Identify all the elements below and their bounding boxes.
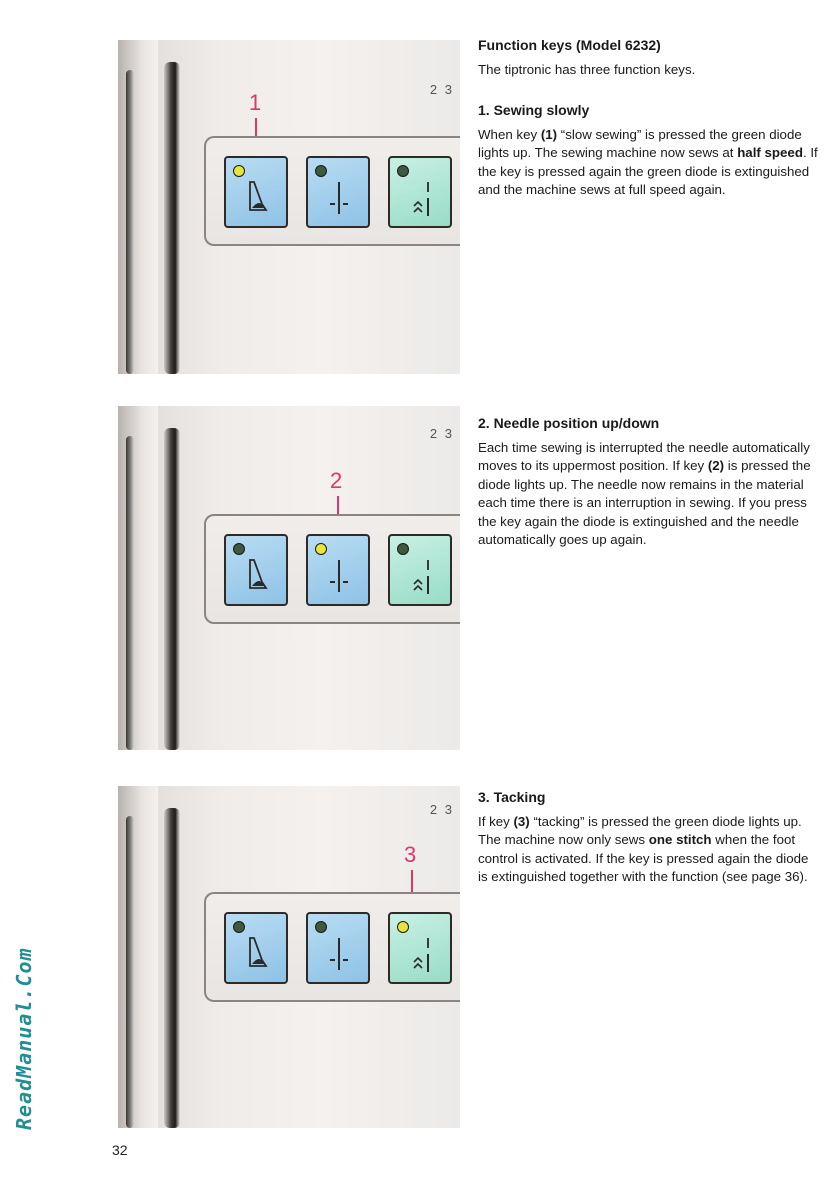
tacking-key[interactable] <box>388 534 452 606</box>
section-body: If key (3) “tacking” is pressed the green diode lights up. The machine now only sews one stitch when the foot control is activated. If the key is pressed again the diode is extinguished together with the function (see page 36). <box>478 813 809 884</box>
needle-position-key[interactable] <box>306 156 370 228</box>
diode-indicator-off <box>397 543 409 555</box>
tacking-icon <box>408 556 438 598</box>
section-body: Each time sewing is interrupted the needle automatically moves to its uppermost position. If key (2) is pressed the diode lights up. The needle now remains in the material each time there is an interruption in sewing. If you press the key again the diode is extinguished and the needle automatically goes up again. <box>478 439 811 547</box>
tacking-key[interactable] <box>388 912 452 984</box>
section-body: When key (1) “slow sewing” is pressed the green diode lights up. The sewing machine now sews at half speed. If the key is pressed again the green diode is extinguished and the machine sews at full speed again. <box>478 126 818 197</box>
section-needle-position <box>478 414 818 560</box>
slow-sewing-key[interactable] <box>224 156 288 228</box>
slow-sewing-icon <box>244 934 270 970</box>
page-number: 32 <box>112 1142 128 1158</box>
main-heading: Function keys (Model 6232) <box>478 37 661 53</box>
tacking-icon <box>408 934 438 976</box>
section-tacking <box>478 788 818 897</box>
diode-indicator-off <box>397 165 409 177</box>
diode-indicator-off <box>315 165 327 177</box>
function-key-panel <box>204 136 460 246</box>
dial-label: 2 3 <box>429 426 454 441</box>
function-key-panel <box>204 514 460 624</box>
photo-tacking <box>118 786 460 1128</box>
diode-indicator-off <box>233 543 245 555</box>
needle-position-key[interactable] <box>306 534 370 606</box>
dial-label: 2 3 <box>429 82 454 97</box>
diode-indicator-on <box>315 543 327 555</box>
section-slow-sewing <box>478 36 818 210</box>
intro-text: The tiptronic has three function keys. <box>478 61 696 77</box>
section-heading: 1. Sewing slowly <box>478 102 590 118</box>
needle-position-icon <box>326 556 352 596</box>
diode-indicator-on <box>233 165 245 177</box>
callout-number: 2 <box>330 468 343 493</box>
needle-position-icon <box>326 178 352 218</box>
diode-indicator-off <box>315 921 327 933</box>
slow-sewing-icon <box>244 556 270 592</box>
diode-indicator-off <box>233 921 245 933</box>
tacking-key[interactable] <box>388 156 452 228</box>
needle-position-icon <box>326 934 352 974</box>
tacking-icon <box>408 178 438 220</box>
diode-indicator-on <box>397 921 409 933</box>
section-heading: 2. Needle position up/down <box>478 415 660 431</box>
needle-position-key[interactable] <box>306 912 370 984</box>
photo-needle-position <box>118 406 460 750</box>
dial-label: 2 3 <box>429 802 454 817</box>
slow-sewing-key[interactable] <box>224 912 288 984</box>
photo-slow-sewing <box>118 40 460 374</box>
section-heading: 3. Tacking <box>478 789 546 805</box>
callout-number: 3 <box>404 842 417 867</box>
watermark: ReadManual.Com <box>12 947 36 1130</box>
slow-sewing-key[interactable] <box>224 534 288 606</box>
callout-number: 1 <box>249 90 262 115</box>
slow-sewing-icon <box>244 178 270 214</box>
function-key-panel <box>204 892 460 1002</box>
